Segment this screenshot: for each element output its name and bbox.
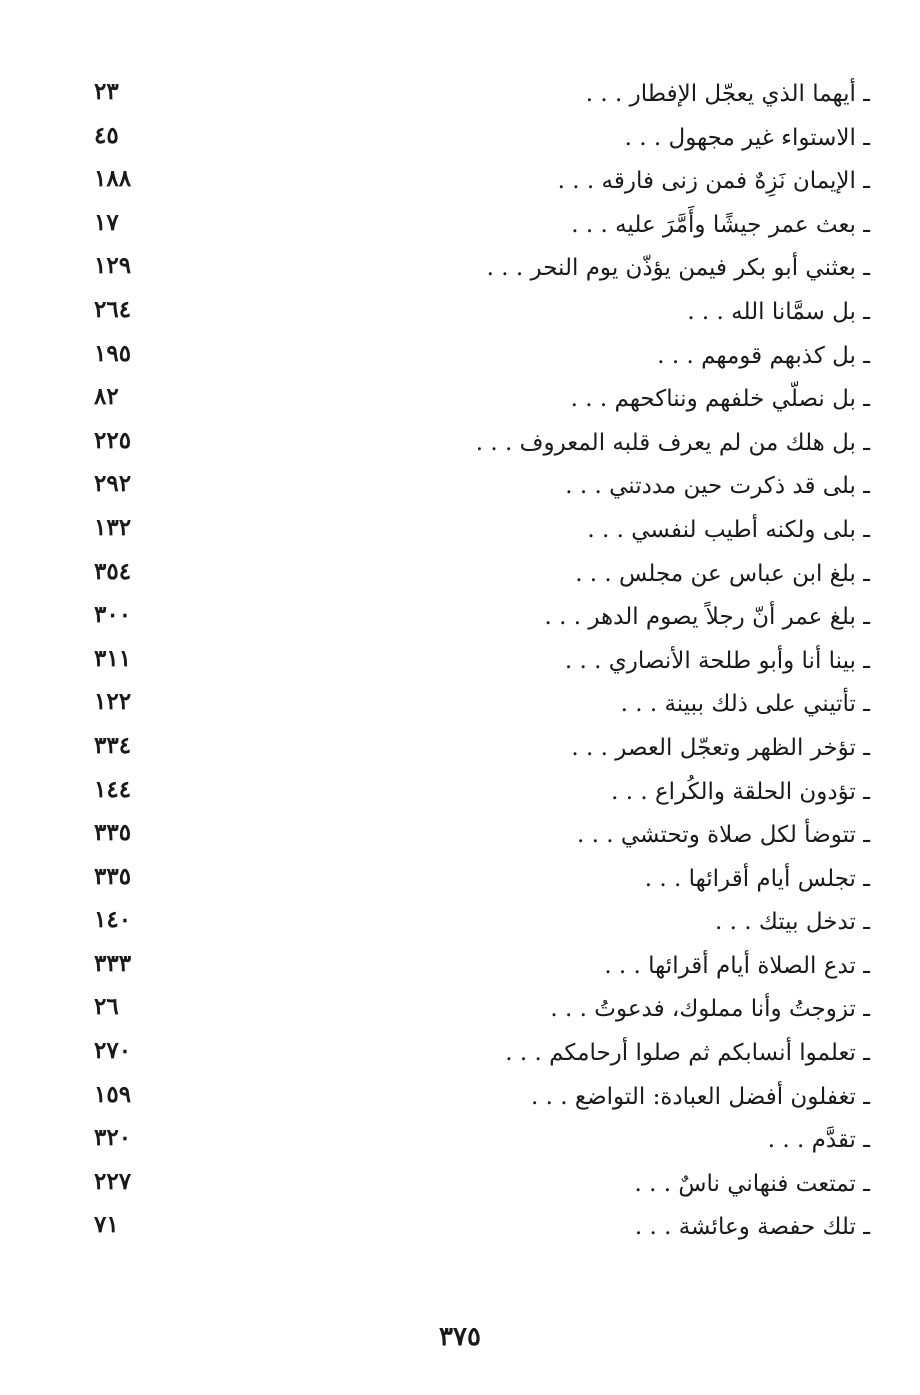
entry-page-number: ٨٢: [94, 383, 119, 411]
entry-page-number: ٢٢٧: [94, 1167, 132, 1195]
entry-text: ـ تؤدون الحلقة والكُراع . . .: [611, 778, 870, 805]
entry-page-number: ١٨٨: [94, 165, 132, 193]
entry-text: ـ بعثني أبو بكر فيمن يؤذّن يوم النحر . . .: [486, 255, 870, 282]
index-entry: [80, 203, 870, 247]
entry-page-number: ٣٣٣: [94, 949, 132, 977]
entry-page-number: ٣١١: [94, 644, 132, 672]
entry-text: ـ تدع الصلاة أيام أقرائها . . .: [604, 952, 870, 979]
entry-page-number: ٢٧٠: [94, 1037, 132, 1065]
index-entry: [80, 246, 870, 290]
index-entry: [80, 552, 870, 596]
entry-page-number: ٢٩٢: [94, 470, 132, 498]
entry-text: ـ بل هلك من لم يعرف قلبه المعروف . . .: [475, 429, 870, 456]
entry-text: ـ تؤخر الظهر وتعجّل العصر . . .: [571, 734, 870, 761]
entry-page-number: ٣٣٥: [94, 819, 132, 847]
entry-text: ـ بلى ولكنه أطيب لنفسي . . .: [587, 516, 870, 543]
index-entry: [80, 1075, 870, 1119]
entry-page-number: ٣٣٤: [94, 731, 132, 759]
entry-page-number: ١٣٢: [94, 513, 132, 541]
entry-page-number: ١٥٩: [94, 1080, 132, 1108]
entry-text: ـ الإيمان نَزِهٌ فمن زنى فارقه . . .: [557, 168, 870, 195]
index-entry: [80, 813, 870, 857]
entry-page-number: ٤٥: [94, 121, 119, 149]
entry-text: ـ تأتيني على ذلك ببينة . . .: [620, 691, 870, 718]
entry-text: ـ تزوجتُ وأنا مملوك، فدعوتُ . . .: [550, 996, 870, 1023]
entry-text: ـ تمتعت فنهاني ناسٌ . . .: [634, 1170, 870, 1197]
index-entry: [80, 290, 870, 334]
entry-text: ـ تلك حفصة وعائشة . . .: [634, 1214, 870, 1241]
entry-page-number: ٢٣: [94, 78, 119, 105]
entry-page-number: ٢٦٤: [94, 295, 132, 323]
entry-text: ـ الاستواء غير مجهول . . .: [624, 124, 870, 151]
entry-text: ـ بينا أنا وأبو طلحة الأنصاري . . .: [564, 647, 870, 674]
entry-text: ـ تعلموا أنسابكم ثم صلوا أرحامكم . . .: [505, 1040, 870, 1067]
entry-page-number: ١٤٤: [94, 775, 132, 803]
entry-text: ـ تتوضأ لكل صلاة وتحتشي . . .: [576, 822, 870, 849]
entry-text: ـ بلى قد ذكرت حين مددتني . . .: [565, 473, 870, 500]
entry-page-number: ٣٠٠: [94, 601, 132, 629]
entry-page-number: ١٤٠: [94, 906, 132, 934]
page-number: ٣٧٥: [439, 1322, 481, 1352]
entry-text: ـ بل نصلّي خلفهم ونناكحهم . . .: [570, 386, 870, 413]
entry-page-number: ٣٥٤: [94, 557, 132, 585]
entry-text: ـ تقدَّم . . .: [767, 1127, 870, 1154]
index-entry: [80, 159, 870, 203]
entry-page-number: ١٩٥: [94, 339, 132, 367]
entry-page-number: ١٢٢: [94, 688, 132, 716]
index-entry: [80, 900, 870, 944]
index-entry: [80, 987, 870, 1031]
hadith-index-list: [80, 72, 870, 1249]
index-entry: [80, 1118, 870, 1162]
index-entry: [80, 72, 870, 116]
index-entry: [80, 1205, 870, 1249]
entry-text: ـ تدخل بيتك . . .: [714, 909, 870, 936]
entry-page-number: ٢٦: [94, 993, 119, 1021]
index-entry: [80, 944, 870, 988]
index-entry: [80, 1162, 870, 1206]
entry-text: ـ أيهما الذي يعجّل الإفطار . . .: [585, 81, 870, 107]
entry-page-number: ١٧: [94, 208, 119, 236]
index-entry: [80, 334, 870, 378]
entry-text: ـ بل كذبهم قومهم . . .: [657, 342, 870, 369]
entry-text: ـ بلغ ابن عباس عن مجلس . . .: [575, 560, 870, 587]
index-entry: [80, 595, 870, 639]
entry-page-number: ٣٢٠: [94, 1124, 132, 1152]
index-entry: [80, 377, 870, 421]
entry-text: ـ بعث عمر جيشًا وأَمَّرَ عليه . . .: [571, 211, 870, 238]
index-entry: [80, 1031, 870, 1075]
entry-page-number: ١٢٩: [94, 252, 132, 280]
index-entry: [80, 464, 870, 508]
index-entry: [80, 639, 870, 683]
entry-page-number: ٣٣٥: [94, 862, 132, 890]
index-entry: [80, 421, 870, 465]
entry-page-number: ٧١: [94, 1211, 119, 1239]
entry-text: ـ تجلس أيام أقرائها . . .: [644, 865, 870, 892]
entry-text: ـ بل سمَّانا الله . . .: [687, 298, 870, 325]
index-entry: [80, 857, 870, 901]
index-entry: [80, 770, 870, 814]
index-entry: [80, 682, 870, 726]
index-entry: [80, 508, 870, 552]
entry-text: ـ تغفلون أفضل العبادة: التواضع . . .: [531, 1083, 870, 1110]
entry-page-number: ٢٢٥: [94, 426, 132, 454]
index-entry: [80, 116, 870, 160]
index-entry: [80, 726, 870, 770]
entry-text: ـ بلغ عمر أنّ رجلاً يصوم الدهر . . .: [544, 604, 870, 631]
